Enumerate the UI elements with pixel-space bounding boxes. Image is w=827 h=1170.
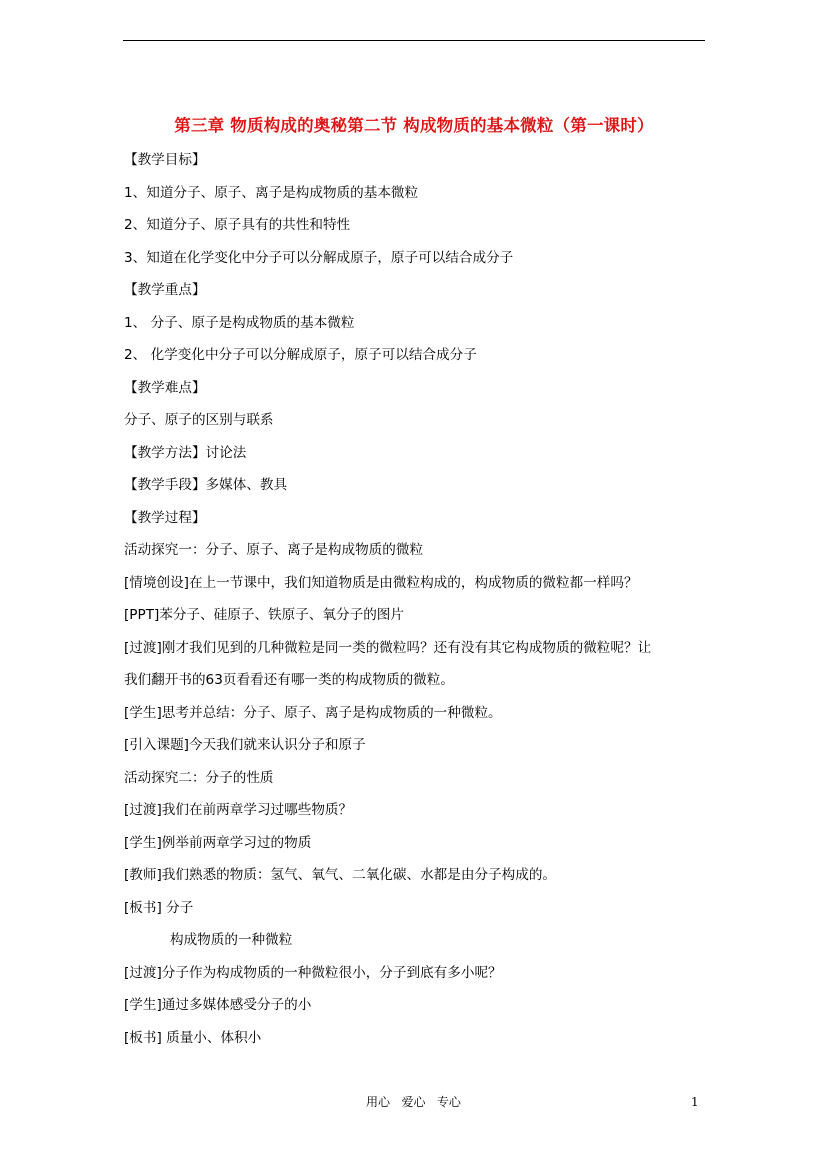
text-line: [情境创设]在上一节课中，我们知道物质是由微粒构成的，构成物质的微粒都一样吗？ (124, 575, 638, 591)
text-line: [学生]通过多媒体感受分子的小 (124, 997, 312, 1013)
section-heading-means: 【教学手段】多媒体、教具 (124, 477, 288, 493)
header-rule (123, 40, 705, 41)
footer-text: 用心 爱心 专心 (366, 1095, 461, 1109)
text-line: 2、知道分子、原子具有的共性和特性 (124, 217, 351, 233)
text-line: [过渡]分子作为构成物质的一种微粒很小，分子到底有多小呢？ (124, 965, 502, 981)
text-line: 1、知道分子、原子、离子是构成物质的基本微粒 (124, 185, 419, 201)
text-line: 活动探究一：分子、原子、离子是构成物质的微粒 (124, 542, 424, 558)
text-line: [板书] 质量小、体积小 (124, 1030, 262, 1046)
text-line: [板书] 分子 (124, 900, 194, 916)
text-line: 活动探究二：分子的性质 (124, 770, 274, 786)
text-line: 3、知道在化学变化中分子可以分解成原子，原子可以结合成分子 (124, 250, 514, 266)
section-heading-process: 【教学过程】 (124, 510, 206, 526)
text-line: [学生]例举前两章学习过的物质 (124, 835, 312, 851)
page-number: 1 (691, 1095, 699, 1109)
text-line: [过渡]我们在前两章学习过哪些物质？ (124, 802, 353, 818)
text-line: 构成物质的一种微粒 (170, 932, 293, 948)
section-heading-key-points: 【教学重点】 (124, 282, 206, 298)
text-line: [过渡]刚才我们见到的几种微粒是同一类的微粒吗？还有没有其它构成物质的微粒呢？让 (124, 640, 652, 656)
section-heading-difficulties: 【教学难点】 (124, 380, 206, 396)
section-heading-objectives: 【教学目标】 (124, 152, 206, 168)
text-line: 1、 分子、原子是构成物质的基本微粒 (124, 315, 355, 331)
text-line: 分子、原子的区别与联系 (124, 412, 274, 428)
text-line: [学生]思考并总结：分子、原子、离子是构成物质的一种微粒。 (124, 705, 502, 721)
text-line: 我们翻开书的63页看看还有哪一类的构成物质的微粒。 (124, 672, 454, 688)
text-line: [教师]我们熟悉的物质：氢气、氧气、二氧化碳、水都是由分子构成的。 (124, 867, 557, 883)
document-title: 第三章 物质构成的奥秘第二节 构成物质的基本微粒（第一课时） (174, 116, 654, 135)
section-heading-method: 【教学方法】讨论法 (124, 445, 247, 461)
text-line: [引入课题]今天我们就来认识分子和原子 (124, 737, 366, 753)
text-line: 2、 化学变化中分子可以分解成原子，原子可以结合成分子 (124, 347, 477, 363)
text-line: [PPT]苯分子、硅原子、铁原子、氧分子的图片 (124, 607, 404, 623)
